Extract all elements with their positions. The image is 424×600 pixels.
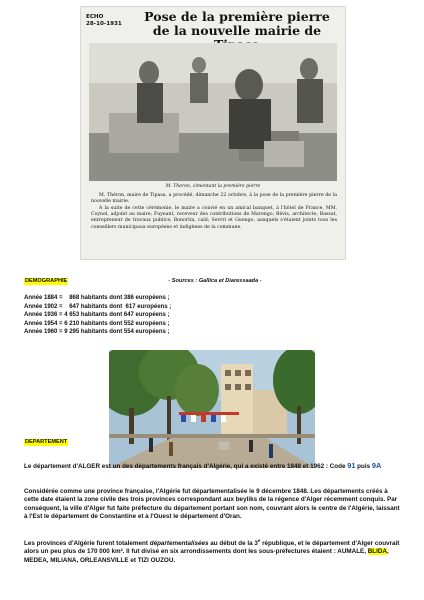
population-row: Année 1960 = 9 295 habitants dont 554 européens ;: [24, 329, 170, 336]
clipping-paragraph: M. Théron, maire de Tipasa, a procédé, dimanche 22 octobre, à la pose de la première pierre de la nouvelle mairie.: [91, 193, 337, 205]
newspaper-clipping: [80, 6, 346, 260]
departement-intro: [24, 462, 400, 471]
intro-mid: puis: [355, 463, 372, 470]
street-photo: [109, 350, 315, 468]
intro-text: Le département d'ALGER est un des départements français d'Algérie, qui a existé entre 1848 et 1962 : Code: [24, 463, 348, 470]
clipping-caption: M. Theron, cimentant la première pierre: [165, 184, 261, 189]
p3-text-d: , MEDEA, MILIANA, ORLEANSVILLE et TIZI OUZOU.: [24, 548, 389, 564]
departement-history: Considérée comme une province française, l'Algérie fut départementalisée le 9 décembre 1848. Les départements créés à cette date étaient la zone civile des trois provinces correspondant aux beyliks de la régence d'Alger récemment conquis. Par conséquent, la ville d'Alger fut faite préfecture du département portant son nom, couvrant alors le centre de l'Algérie, laissant à l'Est le département de Constantine et à l'Ouest le département d'Oran.: [24, 488, 400, 521]
p3-text-c: république, et le département d'Alger couvrait alors un peu plus de 170 000 km². Il fut divisé en six arrondissements dont les sous-préfectures étaient : AUMALE,: [24, 540, 400, 556]
p3-text-a: Les provinces d'Algérie furent totalement: [24, 540, 150, 547]
demographie-header: DEMOGRAPHIE: [25, 278, 68, 284]
clipping-title-line2: de la nouvelle mairie de: [152, 23, 322, 38]
population-list: [24, 294, 171, 337]
clipping-photo: [89, 43, 337, 181]
departement-header: DEPARTEMENT: [25, 439, 68, 445]
population-row: Année 1936 = 4 653 habitants dont 647 européens ;: [24, 312, 170, 319]
clipping-article: [91, 193, 337, 231]
blida-highlight: BLIDA: [367, 548, 387, 556]
population-row: Année 1884 = 868 habitants dont 386 européens ;: [24, 295, 170, 301]
population-row: Année 1902 = 647 habitants dont 617 européens ;: [24, 303, 172, 310]
clipping-paragraph: A la suite de cette cérémonie, le maire a convié en un amical banquet, à l'hôtel de France, MM. Coynel, adjoint au maire; Fuyeant, receveur des contributions de Marengo; Bévis, architecte; Bassat, entrepreneur de travaux publics; Bonorita, caïd; Sevrri et Guengo, auxquels s'étaient joints tous les conseillers municipaux européens et indigènes de la commune.: [91, 205, 337, 230]
code-91: 91: [347, 461, 356, 470]
p3-emphasis: départementalisées: [149, 540, 209, 547]
sources-line: - Sources : Gallica et Diaressaada -: [168, 278, 262, 284]
code-9a: 9A: [371, 461, 382, 470]
p3-text-b: au début de la 3: [208, 540, 258, 547]
p3-superscript: e: [257, 537, 261, 543]
departement-arrondissements: [24, 537, 400, 565]
clipping-source-date: ECHO 28-10-1931: [86, 14, 122, 27]
population-row: Année 1954 = 6 210 habitants dont 552 européens ;: [24, 320, 170, 327]
clipping-title-line1: Pose de la première pierre: [144, 9, 330, 24]
